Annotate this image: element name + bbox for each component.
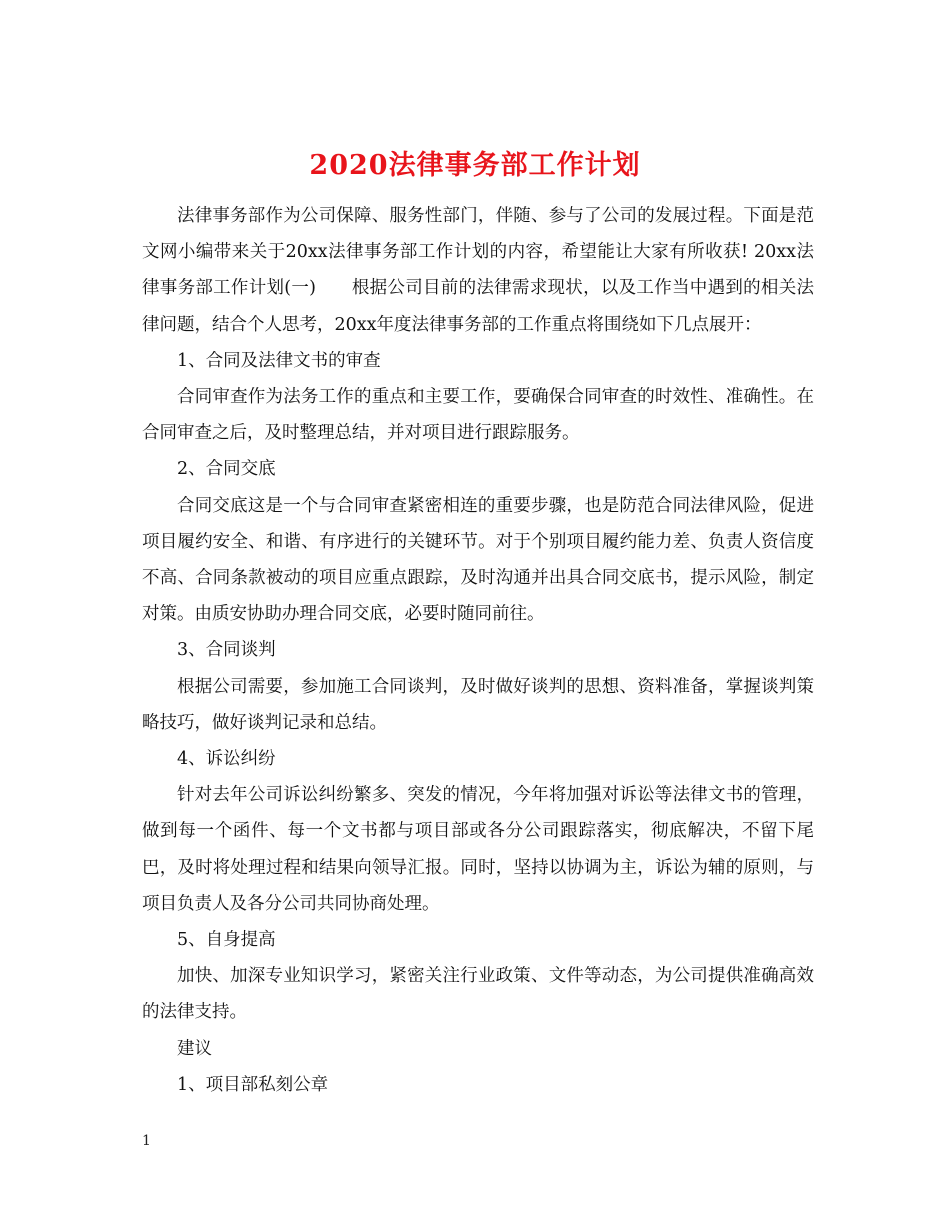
section-heading-suggestions: 建议 <box>177 1038 212 1059</box>
paragraph-contract-handover: 合同交底这是一个与合同审查紧密相连的重要步骤，也是防范合同法律风险，促进项目履约安全、和谐、有序进行的关键环节。对于个别项目履约能力差、负责人资信度不高、合同条款被动的项目应重点跟踪，及时沟通并出具合同交底书，提示风险，制定对策。由质安协助办理合同交底，必要时随同前往。 <box>142 495 814 625</box>
section-heading-contract-review: 1、合同及法律文书的审查 <box>177 350 381 371</box>
section-heading-contract-handover: 2、合同交底 <box>177 459 276 480</box>
suggestion-item-1: 1、项目部私刻公章 <box>177 1074 329 1095</box>
intro-paragraph: 法律事务部作为公司保障、服务性部门，伴随、参与了公司的发展过程。下面是范文网小编带来关于20xx法律事务部工作计划的内容，希望能让大家有所收获! 20xx法律事务部工作计划(一) 根据公司目前的法律需求现状，以及工作当中遇到的相关法律问题，结合个人思考，20xx年度法律事务部的工作重点将围绕如下几点展开： <box>142 206 814 335</box>
paragraph-contract-negotiation: 根据公司需要，参加施工合同谈判，及时做好谈判的思想、资料准备，掌握谈判策略技巧，做好谈判记录和总结。 <box>142 676 814 733</box>
paragraph-litigation: 针对去年公司诉讼纠纷繁多、突发的情况，今年将加强对诉讼等法律文书的管理，做到每一个函件、每一个文书都与项目部或各分公司跟踪落实，彻底解决，不留下尾巴，及时将处理过程和结果向领导汇报。同时，坚持以协调为主，诉讼为辅的原则，与项目负责人及各分公司共同协商处理。 <box>142 785 814 914</box>
section-heading-contract-negotiation: 3、合同谈判 <box>177 640 276 661</box>
paragraph-contract-review: 合同审查作为法务工作的重点和主要工作，要确保合同审查的时效性、准确性。在合同审查之后，及时整理总结，并对项目进行跟踪服务。 <box>142 387 814 444</box>
page-number: 1 <box>142 1133 151 1149</box>
document-body <box>142 198 814 1103</box>
document-title: 2020法律事务部工作计划 <box>309 150 641 182</box>
section-heading-self-improvement: 5、自身提高 <box>177 930 276 951</box>
section-heading-litigation: 4、诉讼纠纷 <box>177 749 276 770</box>
paragraph-self-improvement: 加快、加深专业知识学习，紧密关注行业政策、文件等动态，为公司提供准确高效的法律支持。 <box>142 966 814 1023</box>
